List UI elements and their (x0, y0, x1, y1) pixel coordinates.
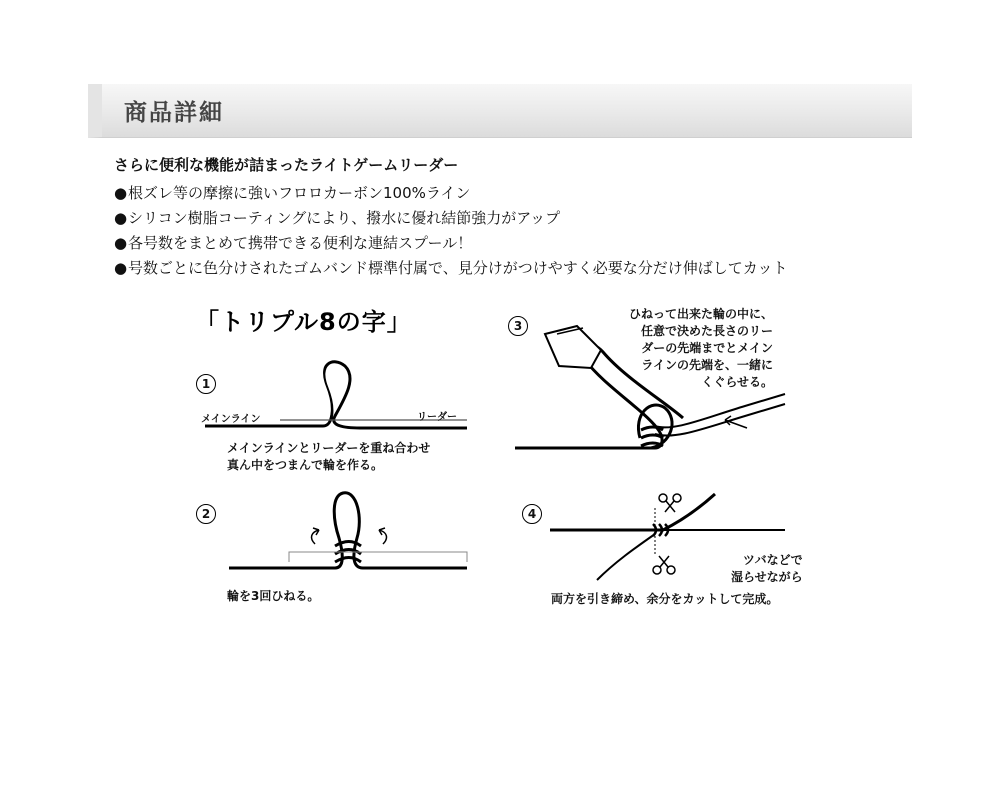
step-4-caption-side: ツバなどで 湿らせながら (731, 553, 803, 584)
section-title: 商品詳細 (124, 100, 224, 126)
bullet-icon: ● (114, 184, 128, 202)
list-item: ●根ズレ等の摩擦に強いフロロカーボン100%ライン (114, 181, 914, 206)
feature-list (114, 181, 914, 281)
step-1-number: 1 (196, 374, 216, 394)
bullet-icon: ● (114, 259, 128, 277)
step-1-main-line-label: メインライン (201, 414, 261, 425)
diagram-title: 「トリプル8の字」 (195, 308, 412, 336)
list-item: ●号数ごとに色分けされたゴムバンド標準付属で、見分けがつけやすく必要な分だけ伸ばしてカット (114, 256, 914, 281)
step-4-caption: 両方を引き締め、余分をカットして完成。 (551, 592, 779, 606)
step2-drawing (229, 493, 467, 568)
step-4-number: 4 (522, 504, 542, 524)
bullet-icon: ● (114, 209, 128, 227)
step-3-caption: ひねって出来た輪の中に、 任意で決めた長さのリー ダーの先端までとメイン ラインの先端を、一緒に くぐらせる。 (629, 307, 774, 389)
step-2-number: 2 (196, 504, 216, 524)
list-item: ●シリコン樹脂コーティングにより、撥水に優れ結節強力がアップ (114, 206, 914, 231)
step-3-number: 3 (508, 316, 528, 336)
lead-text: さらに便利な機能が詰まったライトゲームリーダー (114, 156, 459, 174)
step-1-leader-label: リーダー (417, 412, 457, 423)
step-1-caption: メインラインとリーダーを重ね合わせ 真ん中をつまんで輪を作る。 (227, 441, 431, 472)
product-description (114, 155, 914, 281)
knot-diagram (185, 298, 815, 618)
list-item: ●各号数をまとめて携帯できる便利な連結スプール！ (114, 231, 914, 256)
section-header (88, 84, 912, 138)
bullet-icon: ● (114, 234, 128, 252)
step-2-caption: 輪を3回ひねる。 (227, 589, 320, 603)
